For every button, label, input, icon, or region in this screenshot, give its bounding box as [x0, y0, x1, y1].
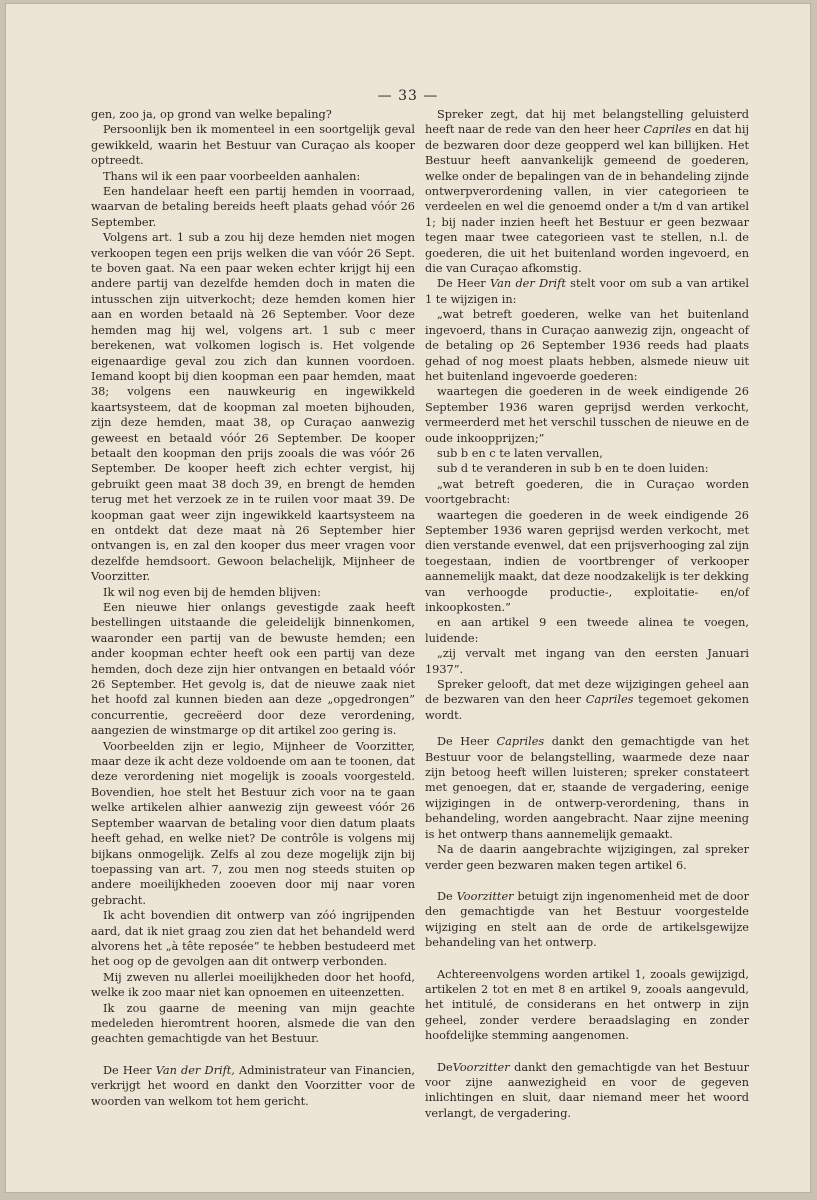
- paragraph: Een handelaar heeft een partij hemden in voorraad, waarvan de betaling bereids heeft plaats gehad vóór 26 September.: [91, 185, 415, 229]
- speaker-name: Van der Drift,: [155, 1063, 235, 1077]
- page-number: — 33 —: [377, 88, 439, 104]
- paragraph: Ik zou gaarne de meening van mijn geachte medeleden hieromtrent hooren, alsmede die van den geachten gemachtigde van het Bestuur.: [91, 1001, 415, 1046]
- document-page: [6, 4, 810, 1192]
- paragraph: [425, 734, 749, 842]
- paragraph: waartegen die goederen in de week eindigende 26 September 1936 waren geprijsd werden verkocht, met dien verstande evenwel, dat een prijsverhooging zal zijn toegestaan, indien de voortbrenger of verkooper aannemelijk maakt, dat deze noodzakelijk is ter dekking van verhoogde productie-, exploitatie- en/of inkoopkosten.”: [425, 508, 749, 614]
- paragraph: sub b en c te laten vervallen,: [437, 446, 603, 460]
- paragraph: Voorbeelden zijn er legio, Mijnheer de Voorzitter, maar deze ik acht deze voldoende om aan te toonen, dat deze verordening niet mogelijk is zooals voorgesteld. Bovendien, hoe stelt het Bestuur zich voor na te gaan welke artikelen alhier aanwezig zijn geweest vóór 26 September waarvan de betaling voor dien datum plaats heeft gehad, en welke niet? De contrôle is volgens mij bijkans onmogelijk. Zelfs al zou deze mogelijk zijn bij toepassing van art. 7, zou men nog steeds stuiten op andere moeilijkheden zooeven door mij naar voren gebracht.: [91, 739, 415, 907]
- paragraph: sub d te veranderen in sub b en te doen luiden:: [437, 462, 709, 476]
- paragraph: [425, 1060, 749, 1122]
- paragraph: Mij zweven nu allerlei moeilijkheden door het hoofd, welke ik zoo maar niet kan opnoemen en uiteenzetten.: [91, 970, 415, 1000]
- text-run: en dat hij de bezwaren door deze geopperd wel kan billijken. Het Bestuur heeft aanvankelijk gemeend de goederen, welke onder de bepalingen van de in behandeling zijnde ontwerpverordening vallen, in vier categorieen te verdeelen en wel die genoemd onder a t/m d van artikel 1; bij nader inzien heeft het Bestuur er geen bezwaar tegen maar twee categorieen vast te stellen, n.l. de goederen, die uit het buitenland worden ingevoerd, en die van Curaçao afkomstig.: [425, 123, 750, 276]
- speaker-name: Van der Drift: [490, 277, 566, 291]
- paragraph: Volgens art. 1 sub a zou hij deze hemden niet mogen verkoopen tegen een prijs welken die van vóór 26 Sept. te boven gaat. Na een paar weken echter krijgt hij een andere partij van dezelfde hemden doch in maten die intusschen zijn uitverkocht; deze hemden komen hier aan en worden betaald nà 26 September. Voor deze hemden mag hij wel, volgens art. 1 sub c meer berekenen, wat volkomen logisch is. Het volgende eigenaardige geval zou zich dan kunnen voordoen. Iemand koopt bij dien koopman een paar hemden, maat 38; volgens een nauwkeurig en ingewikkeld kaartsysteem, dat de koopman zal moeten bijhouden, zijn deze hemden, maat 38, op Curaçao aanwezig geweest en betaald vóór 26 September. De kooper betaalt den koopman den prijs zooals die was vóór 26 September. De kooper heeft zich echter vergist, hij gebruikt geen maat 38 doch 39, en brengt de hemden terug met het verzoek ze in te ruilen voor maat 39. De koopman gaat weer zijn ingewikkeld kaartsysteem na en ontdekt dat deze maat nà 26 September hier ontvangen is, en zal den kooper dus meer vragen voor dezelfde hemdsoort. Gewoon belachelijk, Mijnheer de Voorzitter.: [91, 231, 415, 584]
- paragraph: Ik acht bovendien dit ontwerp van zóó ingrijpenden aard, dat ik niet graag zou zien dat het behandeld werd alvorens het „à tête reposée” te hebben bestudeerd met het oog op de gevolgen aan dit ontwerp verbonden.: [91, 909, 415, 969]
- speaker-name: Capriles: [496, 735, 545, 749]
- text-run: De Heer: [437, 277, 490, 291]
- paragraph: en aan artikel 9 een tweede alinea te voegen, luidende:: [425, 616, 749, 645]
- paragraph: [425, 107, 749, 276]
- paragraph: „zij vervalt met ingang van den eersten Januari 1937”.: [425, 647, 749, 676]
- speaker-name: Voorzitter: [452, 1060, 510, 1074]
- text-run: Spreker zegt, dat hij met belangstelling geluisterd heeft naar de rede van den heer heer: [425, 108, 749, 137]
- paragraph: [425, 677, 749, 723]
- paragraph: „wat betreft goederen, die in Curaçao worden voortgebracht:: [425, 477, 749, 507]
- text-run: dankt den gemachtigde van het Bestuur voor zijne aanwezigheid en voor de gegeven inlichtingen en sluit, daar niemand meer het woord verlangt, de vergadering.: [425, 1060, 749, 1120]
- speaker-name: Capriles: [585, 693, 634, 707]
- paragraph: waartegen die goederen in de week eindigende 26 September 1936 waren geprijsd werden verkocht, vermeerderd met het verschil tusschen de nieuwe en de oude inkoopprijzen;”: [425, 385, 749, 445]
- speaker-name: Capriles: [643, 123, 692, 137]
- text-run: De Heer: [103, 1063, 156, 1077]
- text-run: De: [437, 889, 457, 903]
- left-column: [91, 107, 415, 1109]
- paragraph: [91, 1063, 415, 1109]
- text-run: tegemoet gekomen wordt.: [425, 693, 750, 722]
- text-run: betuigt zijn ingenomenheid met de door den gemachtigde van het Bestuur voorgestelde wijziging en stelt aan de orde de artikelsgewijze behandeling van het ontwerp.: [425, 889, 749, 950]
- paragraph: Ik wil nog even bij de hemden blijven:: [103, 585, 321, 599]
- text-run: De Heer: [437, 735, 497, 749]
- paragraph: Thans wil ik een paar voorbeelden aanhalen:: [103, 169, 361, 183]
- text-run: stelt voor om sub a van artikel 1 te wijzigen in:: [425, 277, 749, 306]
- paragraph: Na de daarin aangebrachte wijzigingen, zal spreker verder geen bezwaren maken tegen artikel 6.: [425, 843, 749, 872]
- paragraph: Achtereenvolgens worden artikel 1, zooals gewijzigd, artikelen 2 tot en met 8 en artikel 9, zooals aangevuld, het intitulé, de considerans en het ontwerp in zijn geheel, zonder verdere beraadslaging en zonder hoofdelijke stemming aangenomen.: [425, 967, 749, 1043]
- text-run: dankt den gemachtigde van het Bestuur voor de belangstelling, waarmede deze naar zijn betoog heeft willen luisteren; spreker constateert met genoegen, dat er, staande de vergadering, eenige wijzigingen in de ontwerp-verordening, thans in behandeling, worden aangebracht. Naar zijne meening is het ontwerp thans aannemelijk gemaakt.: [425, 735, 749, 841]
- paragraph: [425, 276, 749, 307]
- text-run: Spreker gelooft, dat met deze wijzigingen geheel aan de bezwaren van den heer: [425, 678, 749, 707]
- paragraph: gen, zoo ja, op grond van welke bepaling?: [91, 108, 332, 121]
- right-column: [425, 107, 749, 1121]
- paragraph: Persoonlijk ben ik momenteel in een soortgelijk geval gewikkeld, waarin het Bestuur van Curaçao als kooper optreedt.: [91, 123, 415, 168]
- text-run: De: [437, 1060, 453, 1074]
- paragraph: [425, 889, 749, 951]
- text-run: Administrateur van Financien, verkrijgt het woord en dankt den Voorzitter voor de woorden van welkom tot hem gericht.: [91, 1063, 415, 1108]
- speaker-name: Voorzitter: [456, 889, 514, 903]
- paragraph: Een nieuwe hier onlangs gevestigde zaak heeft bestellingen uitstaande die geleidelijk binnenkomen, waaronder een partij van de bewuste hemden; een ander koopman echter heeft ook een partij van deze hemden, doch deze zijn hier ontvangen en betaald vóór 26 September. Het gevolg is, dat de nieuwe zaak niet het hoofd zal kunnen bieden aan deze „opgedrongen” concurrentie, gecreëerd door deze verordening, aangezien de winstmarge op dit artikel zoo gering is.: [91, 601, 415, 738]
- paragraph: „wat betreft goederen, welke van het buitenland ingevoerd, thans in Curaçao aanwezig zijn, ongeacht of de betaling op 26 September 1936 reeds had plaats gehad of nog moest plaats hebben, alsmede nieuw uit het buitenland ingevoerde goederen:: [425, 308, 749, 383]
